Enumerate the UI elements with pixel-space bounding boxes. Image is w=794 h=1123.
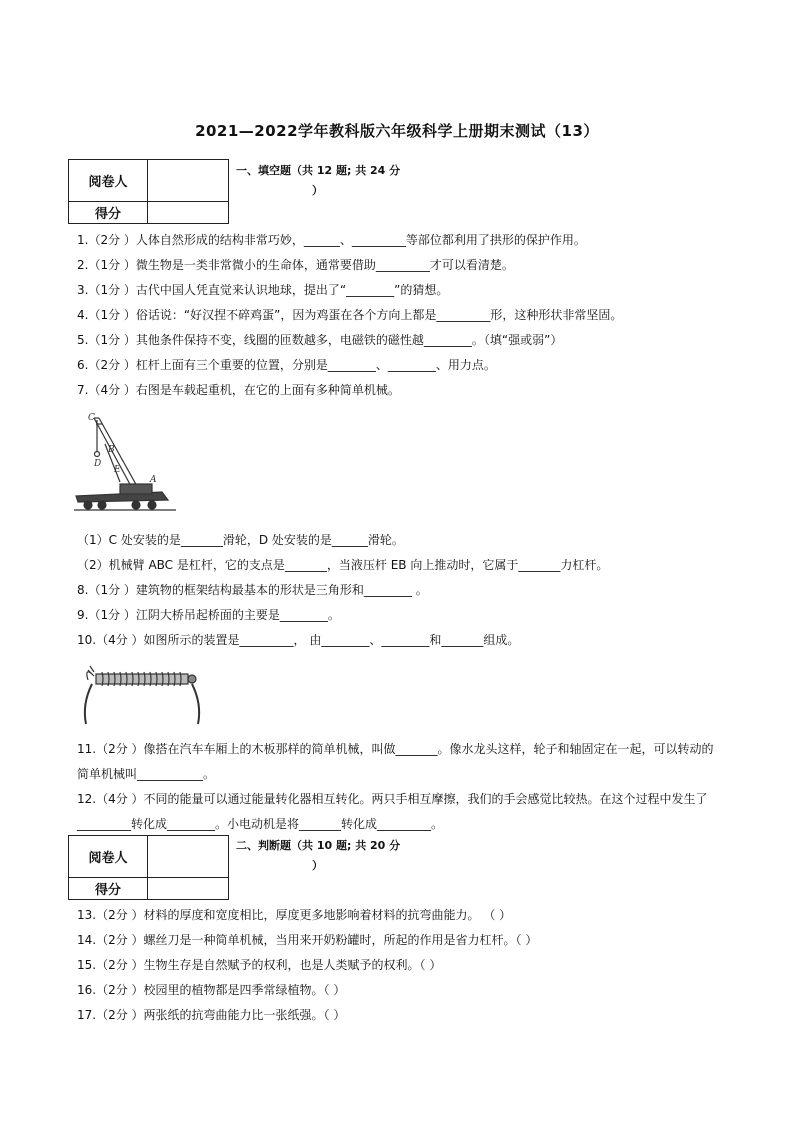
grader-label: 阅卷人 xyxy=(69,160,148,202)
crane-label-b: B xyxy=(108,445,115,455)
score-label: 得分 xyxy=(69,878,148,900)
question-14: 14.（2分 ）螺丝刀是一种简单机械，当用来开奶粉罐时，所起的作用是省力杠杆。（ ） xyxy=(77,933,538,947)
question-9: 9.（1分 ）江阴大桥吊起桥面的主要是________。 xyxy=(77,608,340,622)
question-11: 11.（2分 ）像搭在汽车车厢上的木板那样的简单机械，叫做_______。像水龙头这样，轮子和轴固定在一起，可以转动的简单机械叫___________。 xyxy=(77,742,714,781)
question-2: 2.（1分 ）微生物是一类非常微小的生命体，通常要借助_________才可以看清楚。 xyxy=(77,258,514,272)
grader-cell[interactable] xyxy=(148,160,229,202)
question-13: 13.（2分 ）材料的厚度和宽度相比，厚度更多地影响着材料的抗弯曲能力。 （ ） xyxy=(77,908,512,922)
question-16: 16.（2分 ）校园里的植物都是四季常绿植物。（ ） xyxy=(77,983,346,997)
crane-label-a: A xyxy=(150,475,157,485)
question-1: 1.（2分 ）人体自然形成的结构非常巧妙，______、_________等部位都利用了拱形的保护作用。 xyxy=(77,233,586,247)
grader-table-1 xyxy=(68,159,229,224)
question-17: 17.（2分 ）两张纸的抗弯曲能力比一张纸强。（ ） xyxy=(77,1008,346,1022)
section-1-heading: 一、填空题（共 12 题; 共 24 分 ） xyxy=(236,164,401,197)
grader-cell[interactable] xyxy=(148,836,229,878)
electromagnet-figure xyxy=(80,656,204,728)
question-5: 5.（1分 ）其他条件保持不变，线圈的匝数越多，电磁铁的磁性越________。（填“强或弱”） xyxy=(77,333,563,347)
question-15: 15.（2分 ）生物生存是自然赋予的权利，也是人类赋予的权利。（ ） xyxy=(77,958,442,972)
question-10: 10.（4分 ）如图所示的装置是_________， 由________、________和_______组成。 xyxy=(77,633,520,647)
question-7-part-1: （1）C 处安装的是_______滑轮，D 处安装的是______滑轮。 xyxy=(77,533,404,547)
question-4: 4.（1分 ）俗话说：“好汉捏不碎鸡蛋”，因为鸡蛋在各个方向上都是_________形，这种形状非常坚固。 xyxy=(77,308,623,322)
score-label: 得分 xyxy=(69,202,148,224)
grader-table-2 xyxy=(68,835,229,900)
section-2-heading: 二、判断题（共 10 题; 共 20 分 ） xyxy=(236,839,401,872)
crane-label-c: C xyxy=(88,413,95,423)
question-6: 6.（2分 ）杠杆上面有三个重要的位置，分别是________、________、用力点。 xyxy=(77,358,496,372)
crane-label-d: D xyxy=(94,459,102,469)
score-cell[interactable] xyxy=(148,878,229,900)
crane-figure xyxy=(72,410,184,518)
question-3: 3.（1分 ）古代中国人凭直觉来认识地球，提出了“________”的猜想。 xyxy=(77,283,449,297)
question-7: 7.（4分 ）右图是车载起重机，在它的上面有多种简单机械。 xyxy=(77,383,400,397)
grader-label: 阅卷人 xyxy=(69,836,148,878)
question-7-part-2: （2）机械臂 ABC 是杠杆，它的支点是_______，当液压杆 EB 向上推动时，它属于_______力杠杆。 xyxy=(77,558,609,572)
question-8: 8.（1分 ）建筑物的框架结构最基本的形状是三角形和________ 。 xyxy=(77,583,428,597)
crane-label-e: E xyxy=(114,465,121,475)
score-cell[interactable] xyxy=(148,202,229,224)
page-title: 2021—2022学年教科版六年级科学上册期末测试（13） xyxy=(195,122,599,140)
question-12: 12.（4分 ）不同的能量可以通过能量转化器相互转化。两只手相互摩擦，我们的手会感觉比较热。在这个过程中发生了_________转化成________。小电动机是将_______转化成_________。 xyxy=(77,792,708,831)
